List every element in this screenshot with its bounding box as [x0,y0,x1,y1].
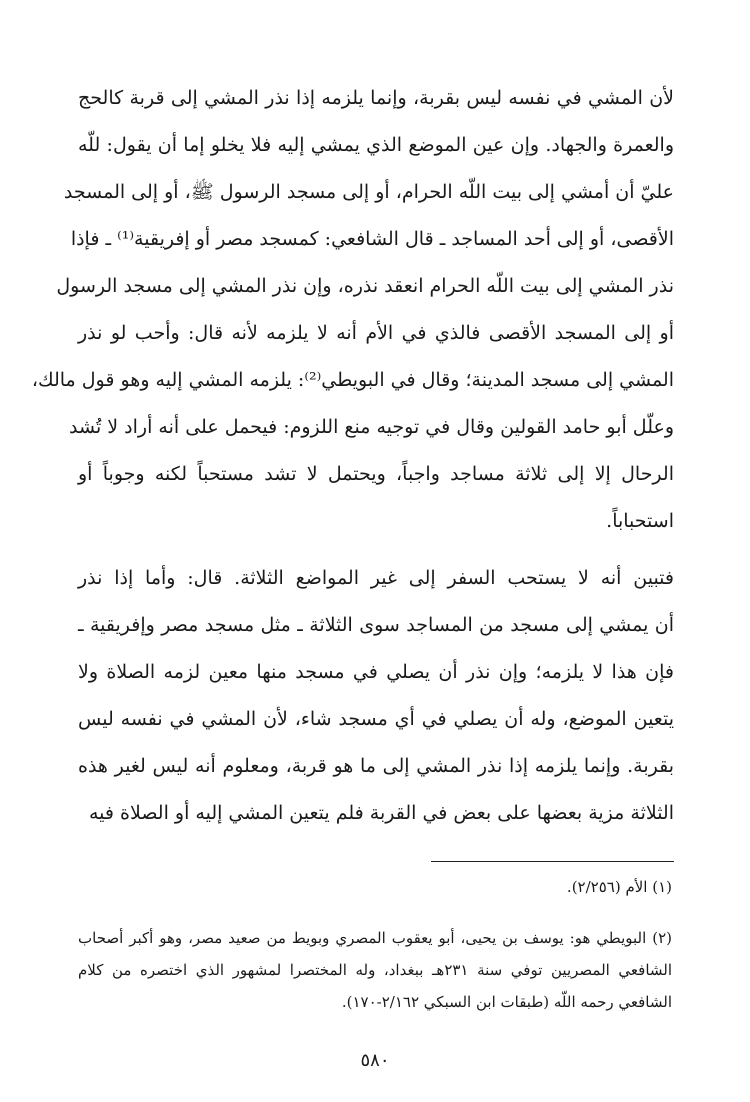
text-line-5: نذر المشي إلى بيت اللّه الحرام انعقد نذره، وإن نذر المشي إلى مسجد الرسول [56,275,674,297]
text-line-10: استحباباً. [606,510,674,532]
text-line-2: والعمرة والجهاد. وإن عين الموضع الذي يمشي إليه فلا يخلو إما أن يقول: للّه [78,134,674,156]
text-line-1: لأن المشي في نفسه ليس بقربة، وإنما يلزمه إذا نذر المشي إلى قربة كالحج [78,87,674,109]
text-line-8: وعلّل أبو حامد القولين وقال في توجيه منع اللزوم: فيحمل على أنه أراد لا تُشد [69,416,674,438]
text-line-9: الرحال إلا إلى ثلاثة مساجد واجباً، ويحتمل لا تشد مستحباً لكنه وجوباً أو [78,463,674,485]
text-line-16: الثلاثة مزية بعضها على بعض في القربة فلم يتعين المشي إليه أو الصلاة فيه [88,802,674,824]
text-line-7: المشي إلى مسجد المدينة؛ وقال في البويطي⁽²⁾: يلزمه المشي إليه وهو قول مالك، [31,369,674,391]
text-line-6: أو إلى المسجد الأقصى فالذي في الأم أنه لا يلزمه لأنه قال: وأحب لو نذر [78,322,674,344]
text-line-12: أن يمشي إلى مسجد من المساجد سوى الثلاثة ـ مثل مسجد مصر وإفريقية ـ [78,614,674,636]
footnote-line-2: (٢) البويطي هو: يوسف بن يحيى، أبو يعقوب المصري وبويط من صعيد مصر، وهو أكبر أصحاب [78,929,672,947]
page-number: ٥٨٠ [360,1050,390,1071]
footnote-line-3: الشافعي المصريين توفي سنة ٢٣١هـ ببغداد، وله المختصرا لمشهور الذي اختصره من كلام [78,961,673,979]
footnote-line-1: (١) الأم (٢/٢٥٦). [566,878,672,896]
text-line-13: فإن هذا لا يلزمه؛ وإن نذر أن يصلي في مسجد منها معين لزمه الصلاة ولا [78,661,674,683]
text-line-11: فتبين أنه لا يستحب السفر إلى غير المواضع الثلاثة. قال: وأما إذا نذر [78,567,674,589]
text-line-14: يتعين الموضع، وله أن يصلي في أي مسجد شاء، لأن المشي في نفسه ليس [78,708,674,730]
text-line-15: بقربة. وإنما يلزمه إذا نذر المشي إلى ما هو قربة، ومعلوم أنه ليس لغير هذه [78,755,674,777]
footnote-line-4: الشافعي رحمه اللّه (طبقات ابن السبكي ٢/١٦٢-١٧٠). [341,993,672,1011]
text-line-3: عليّ أن أمشي إلى بيت اللّه الحرام، أو إلى مسجد الرسول ﷺ، أو إلى المسجد [63,181,674,203]
footnote-separator [431,861,674,862]
text-line-4: الأقصى، أو إلى أحد المساجد ـ قال الشافعي: كمسجد مصر أو إفريقية⁽¹⁾ ـ فإذا [70,228,674,250]
